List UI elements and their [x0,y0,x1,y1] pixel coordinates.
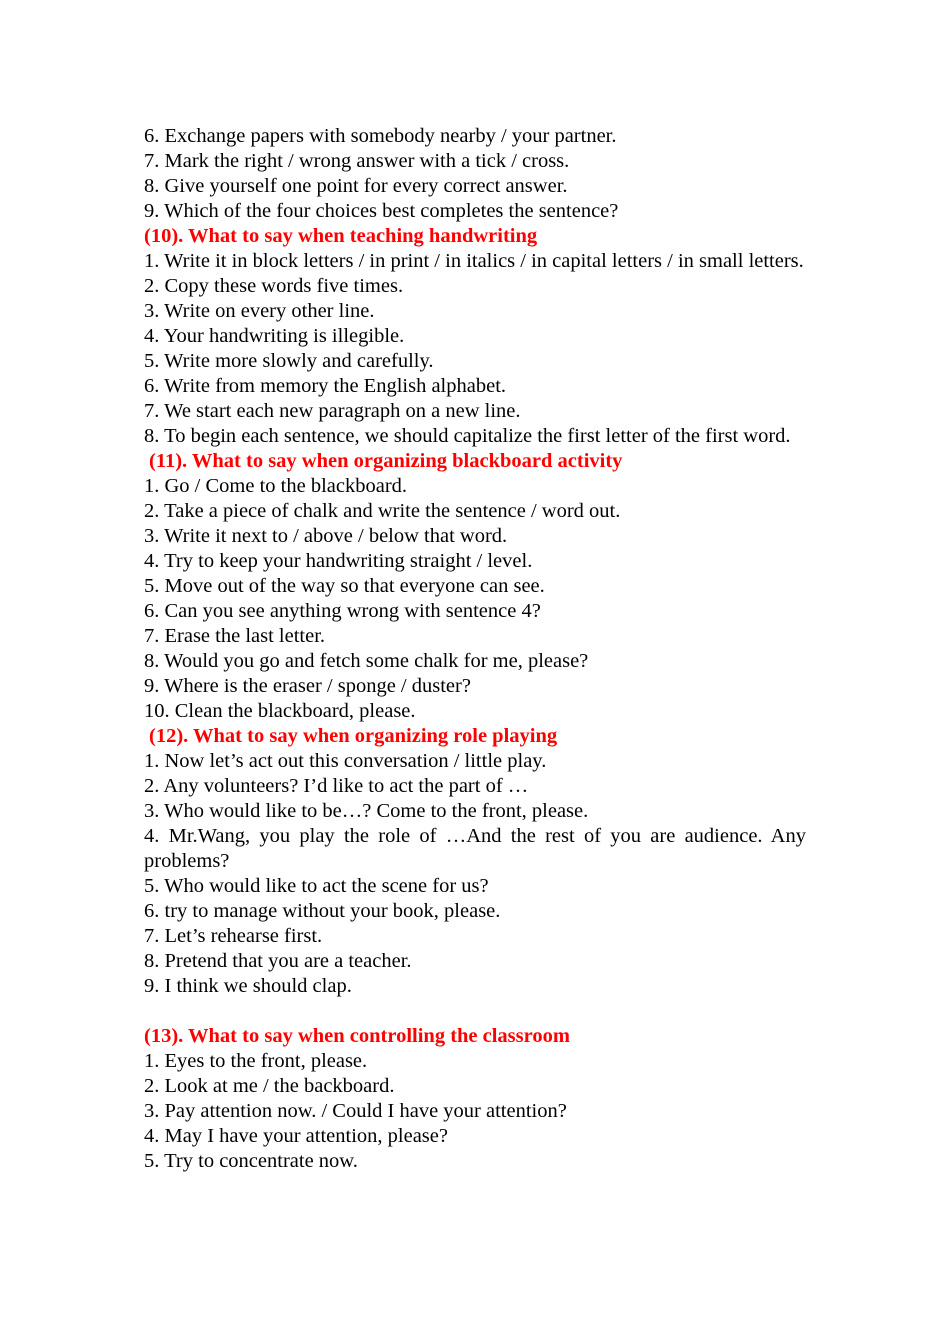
list-item: 4. Try to keep your handwriting straight / level. [144,550,533,572]
list-item: 3. Write on every other line. [144,300,375,322]
list-item: 7. Erase the last letter. [144,625,326,647]
section-heading: (10). What to say when teaching handwriting [144,225,538,247]
list-item: 8. Give yourself one point for every correct answer. [144,175,568,197]
list-item: 9. Which of the four choices best completes the sentence? [144,200,619,222]
list-item: 5. Move out of the way so that everyone can see. [144,575,545,597]
list-item: 9. I think we should clap. [144,975,352,997]
list-item: 8. To begin each sentence, we should capitalize the first letter of the first word. [144,425,791,447]
list-item: 1. Write it in block letters / in print / in italics / in capital letters / in small letters. [144,250,804,272]
section-handwriting [144,224,806,449]
list-item: 9. Where is the eraser / sponge / duster? [144,675,471,697]
list-item: 6. Exchange papers with somebody nearby / your partner. [144,125,617,147]
list-item: 2. Take a piece of chalk and write the sentence / word out. [144,500,621,522]
section-heading: (12). What to say when organizing role playing [149,725,558,747]
list-item: 5. Write more slowly and carefully. [144,350,434,372]
list-item: 5. Try to concentrate now. [144,1150,358,1172]
list-item: 6. Write from memory the English alphabet. [144,375,507,397]
section-blackboard-activity [144,449,806,724]
list-item: 7. We start each new paragraph on a new line. [144,400,521,422]
list-item: 7. Mark the right / wrong answer with a tick / cross. [144,150,570,172]
list-item: 6. try to manage without your book, please. [144,900,501,922]
list-item: 2. Copy these words five times. [144,275,404,297]
list-item: 8. Would you go and fetch some chalk for me, please? [144,650,589,672]
list-item: 1. Eyes to the front, please. [144,1050,368,1072]
list-item: 4. Your handwriting is illegible. [144,325,405,347]
list-item: 2. Look at me / the backboard. [144,1075,395,1097]
section-role-playing [144,724,806,999]
blank-line [144,999,806,1024]
section-controlling-classroom [144,1024,806,1174]
list-item: 1. Go / Come to the blackboard. [144,475,408,497]
list-item: 4. Mr.Wang, you play the role of …And the rest of you are audience. Any problems? [144,825,806,872]
list-item: 8. Pretend that you are a teacher. [144,950,412,972]
intro-list [144,124,806,224]
list-item: 3. Write it next to / above / below that word. [144,525,508,547]
list-item: 3. Pay attention now. / Could I have your attention? [144,1100,567,1122]
section-heading: (13). What to say when controlling the classroom [144,1025,570,1047]
section-heading: (11). What to say when organizing blackboard activity [149,450,623,472]
list-item: 10. Clean the blackboard, please. [144,700,416,722]
list-item: 3. Who would like to be…? Come to the front, please. [144,800,589,822]
list-item: 6. Can you see anything wrong with sentence 4? [144,600,541,622]
list-item: 7. Let’s rehearse first. [144,925,323,947]
list-item: 4. May I have your attention, please? [144,1125,448,1147]
list-item: 2. Any volunteers? I’d like to act the part of … [144,775,529,797]
list-item: 5. Who would like to act the scene for us? [144,875,489,897]
list-item: 1. Now let’s act out this conversation / little play. [144,750,547,772]
document-page [144,124,806,1174]
